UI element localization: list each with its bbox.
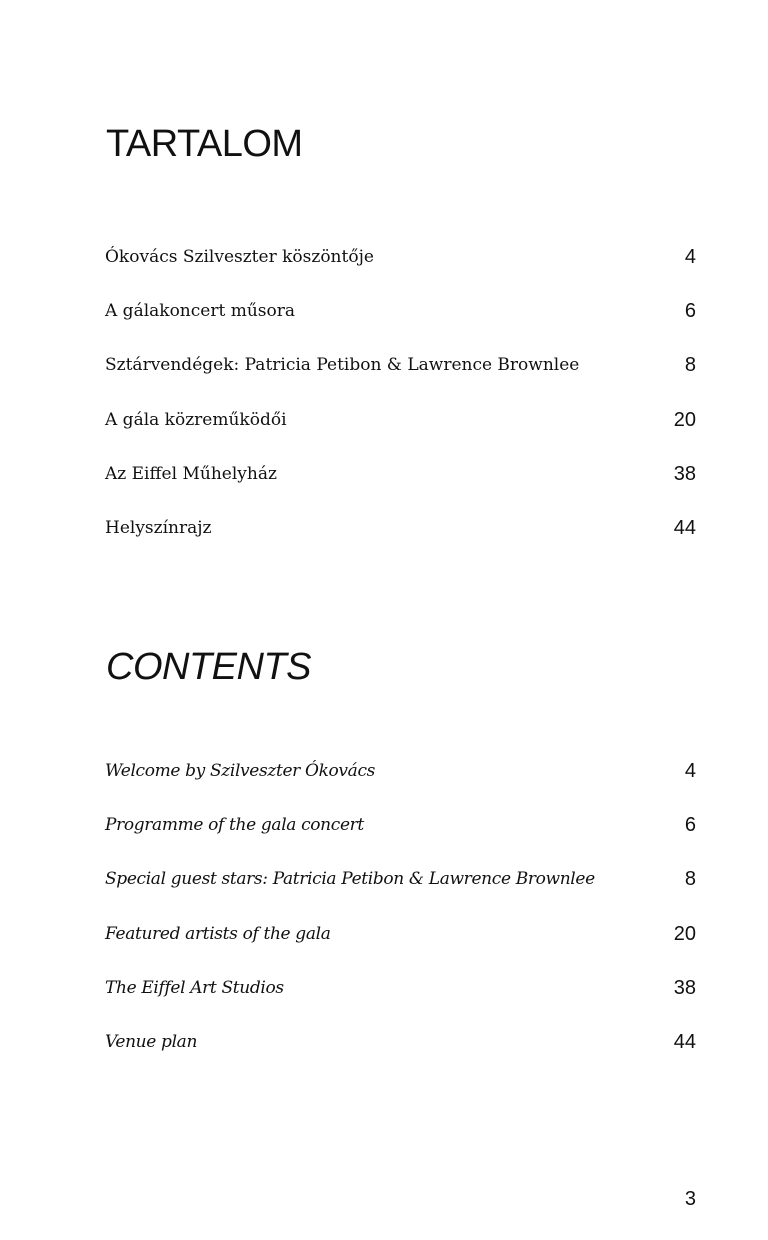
toc-entry-page: 38 [673,976,696,999]
toc-entry-label: Welcome by Szilveszter Ókovács [105,761,376,781]
toc-entry-label: Programme of the gala concert [105,815,364,836]
toc-entry-page: 20 [673,922,696,945]
toc-entry[interactable] [105,866,696,920]
toc-entry-page: 4 [684,246,696,268]
toc-entry-page: 6 [684,300,696,323]
toc-entry-page: 44 [673,516,696,539]
toc-entry-page: 20 [673,408,696,431]
toc-entry[interactable] [105,1029,696,1083]
toc-entry-page: 8 [684,354,696,377]
toc-list-english [105,758,696,1083]
toc-entry[interactable] [105,407,696,461]
toc-entry-page: 44 [673,1030,696,1053]
toc-entry-page: 6 [684,814,696,837]
toc-entry-label: Sztárvendégek: Patricia Petibon & Lawrence Brownlee [105,355,580,376]
toc-entry-page: 8 [684,868,696,891]
section-title-english: CONTENTS [106,646,311,688]
toc-entry[interactable] [105,298,696,352]
section-title-hungarian: TARTALOM [106,123,303,165]
toc-entry-label: Ókovács Szilveszter köszöntője [105,247,374,267]
toc-entry-label: Venue plan [105,1031,198,1052]
toc-list-hungarian [105,244,696,569]
toc-entry[interactable] [105,812,696,866]
toc-entry[interactable] [105,352,696,406]
toc-entry[interactable] [105,461,696,515]
page-number: 3 [684,1188,696,1210]
toc-entry[interactable] [105,515,696,569]
toc-entry-page: 38 [673,462,696,485]
toc-entry-label: A gálakoncert műsora [105,301,295,322]
toc-entry[interactable] [105,244,696,298]
toc-entry-label: Special guest stars: Patricia Petibon & Lawrence Brownlee [105,869,595,890]
toc-entry[interactable] [105,975,696,1029]
toc-entry-page: 4 [684,760,696,782]
toc-entry-label: The Eiffel Art Studios [105,977,284,998]
toc-entry-label: A gála közreműködői [105,409,287,430]
toc-entry-label: Helyszínrajz [105,517,212,538]
toc-entry-label: Featured artists of the gala [105,923,331,944]
toc-entry-label: Az Eiffel Műhelyház [105,463,277,484]
toc-entry[interactable] [105,758,696,812]
toc-entry[interactable] [105,921,696,975]
